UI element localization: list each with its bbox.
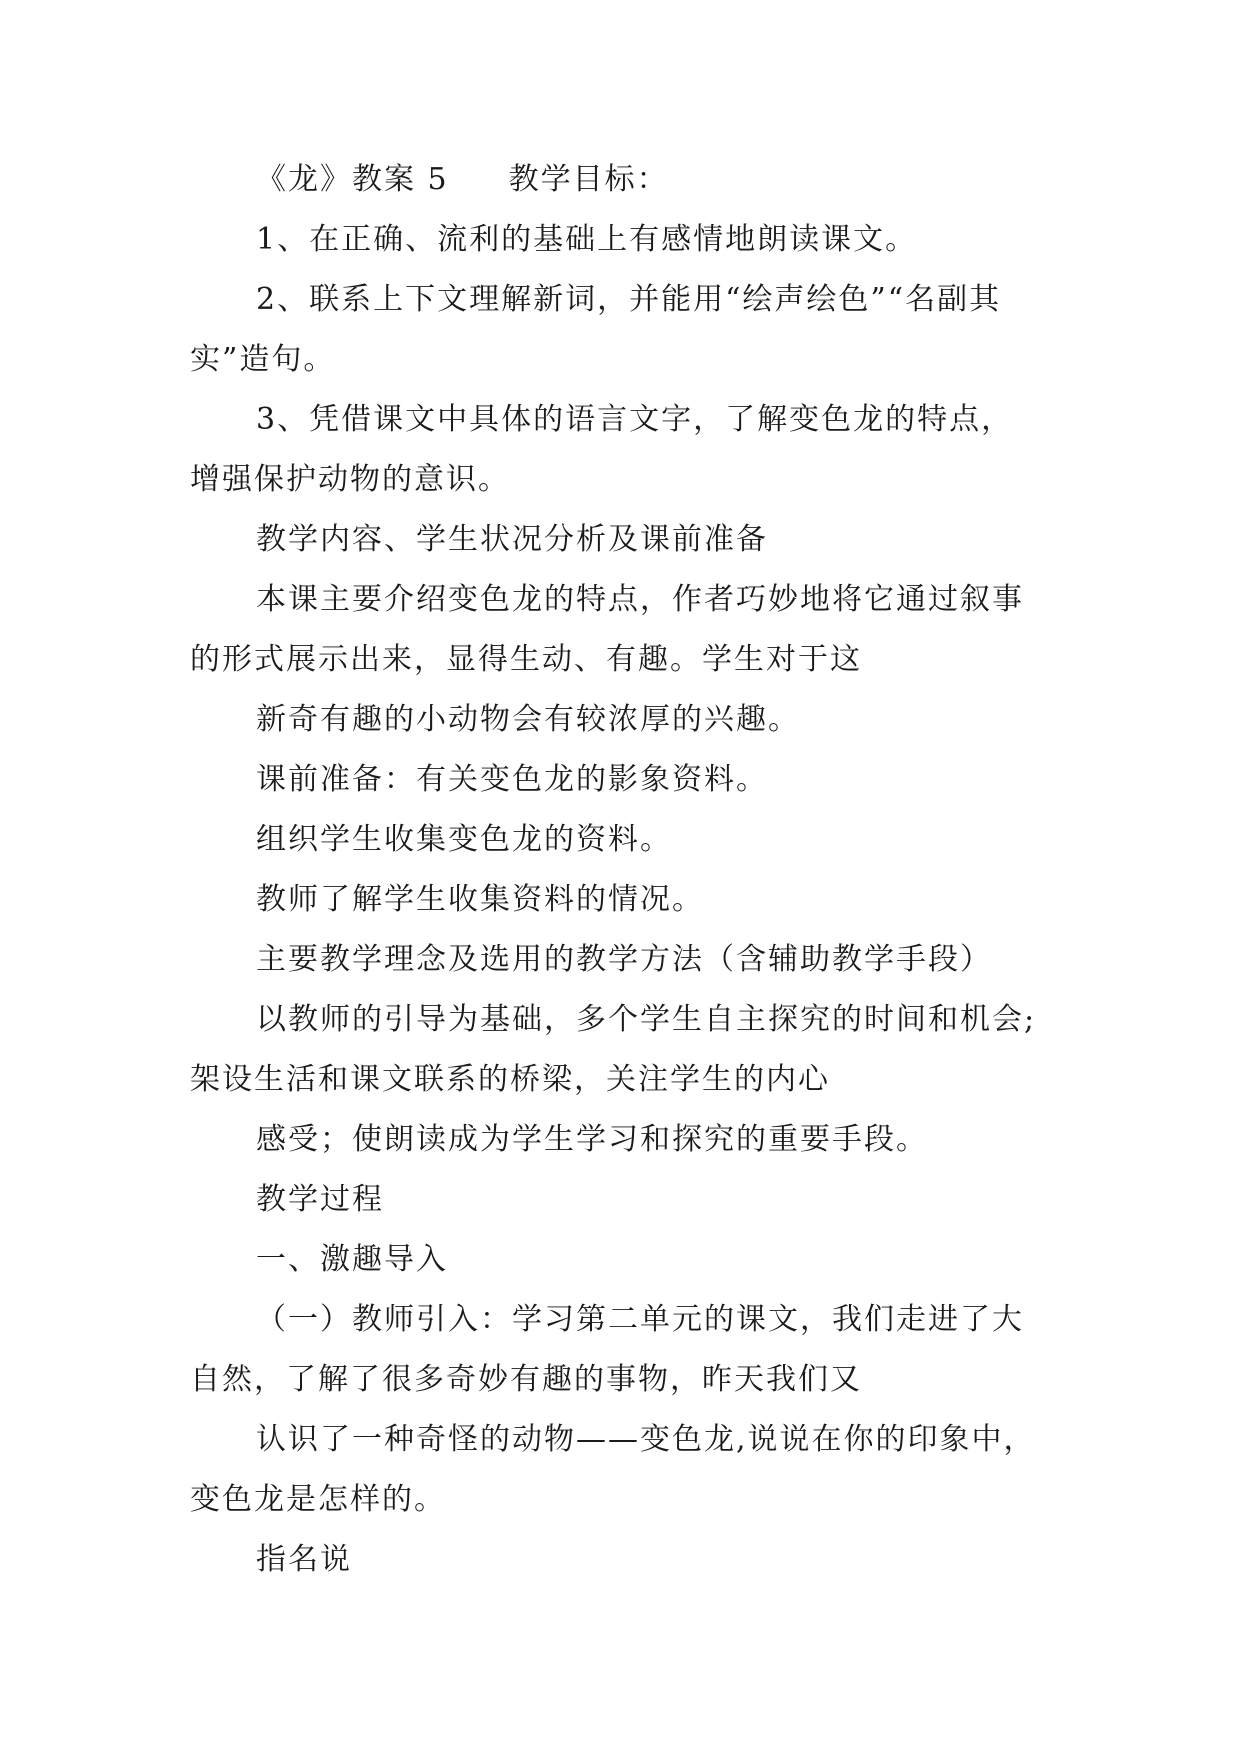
text-line: 指名说 xyxy=(256,1542,352,1577)
text-line: 架设生活和课文联系的桥梁，关注学生的内心 xyxy=(190,1062,830,1097)
text-line: 一、激趣导入 xyxy=(256,1242,448,1277)
text-line: 教师了解学生收集资料的情况。 xyxy=(256,882,704,917)
text-line: 以教师的引导为基础，多个学生自主探究的时间和机会; xyxy=(256,1002,1037,1037)
text-line: 认识了一种奇怪的动物——变色龙,说说在你的印象中， xyxy=(256,1422,1036,1457)
document-title: 《龙》教案 5 xyxy=(256,162,449,197)
text-line: 教学过程 xyxy=(256,1182,384,1217)
text-line: 增强保护动物的意识。 xyxy=(190,462,510,497)
title-line xyxy=(190,150,1050,210)
text-line: 的形式展示出来，显得生动、有趣。学生对于这 xyxy=(190,642,862,677)
text-line: 本课主要介绍变色龙的特点，作者巧妙地将它通过叙事 xyxy=(256,582,1024,617)
text-line: 3、凭借课文中具体的语言文字，了解变色龙的特点， xyxy=(256,402,1014,437)
document-page xyxy=(190,150,1050,1590)
text-line: 课前准备：有关变色龙的影象资料。 xyxy=(256,762,768,797)
text-line: 新奇有趣的小动物会有较浓厚的兴趣。 xyxy=(256,702,800,737)
text-line: 自然，了解了很多奇妙有趣的事物，昨天我们又 xyxy=(190,1362,862,1397)
objectives-heading: 教学目标： xyxy=(508,162,669,197)
document-body xyxy=(190,210,1050,1590)
text-line: 组织学生收集变色龙的资料。 xyxy=(256,822,672,857)
text-line: 1、在正确、流利的基础上有感情地朗读课文。 xyxy=(256,222,918,257)
text-line: 主要教学理念及选用的教学方法（含辅助教学手段） xyxy=(256,942,992,977)
text-line: 感受；使朗读成为学生学习和探究的重要手段。 xyxy=(256,1122,928,1157)
text-line: （一）教师引入：学习第二单元的课文，我们走进了大 xyxy=(256,1302,1024,1337)
text-line: 2、联系上下文理解新词，并能用“绘声绘色”“名副其 xyxy=(256,282,1002,317)
text-line: 实”造句。 xyxy=(190,342,336,377)
text-line: 变色龙是怎样的。 xyxy=(190,1482,446,1517)
text-line: 教学内容、学生状况分析及课前准备 xyxy=(256,522,768,557)
